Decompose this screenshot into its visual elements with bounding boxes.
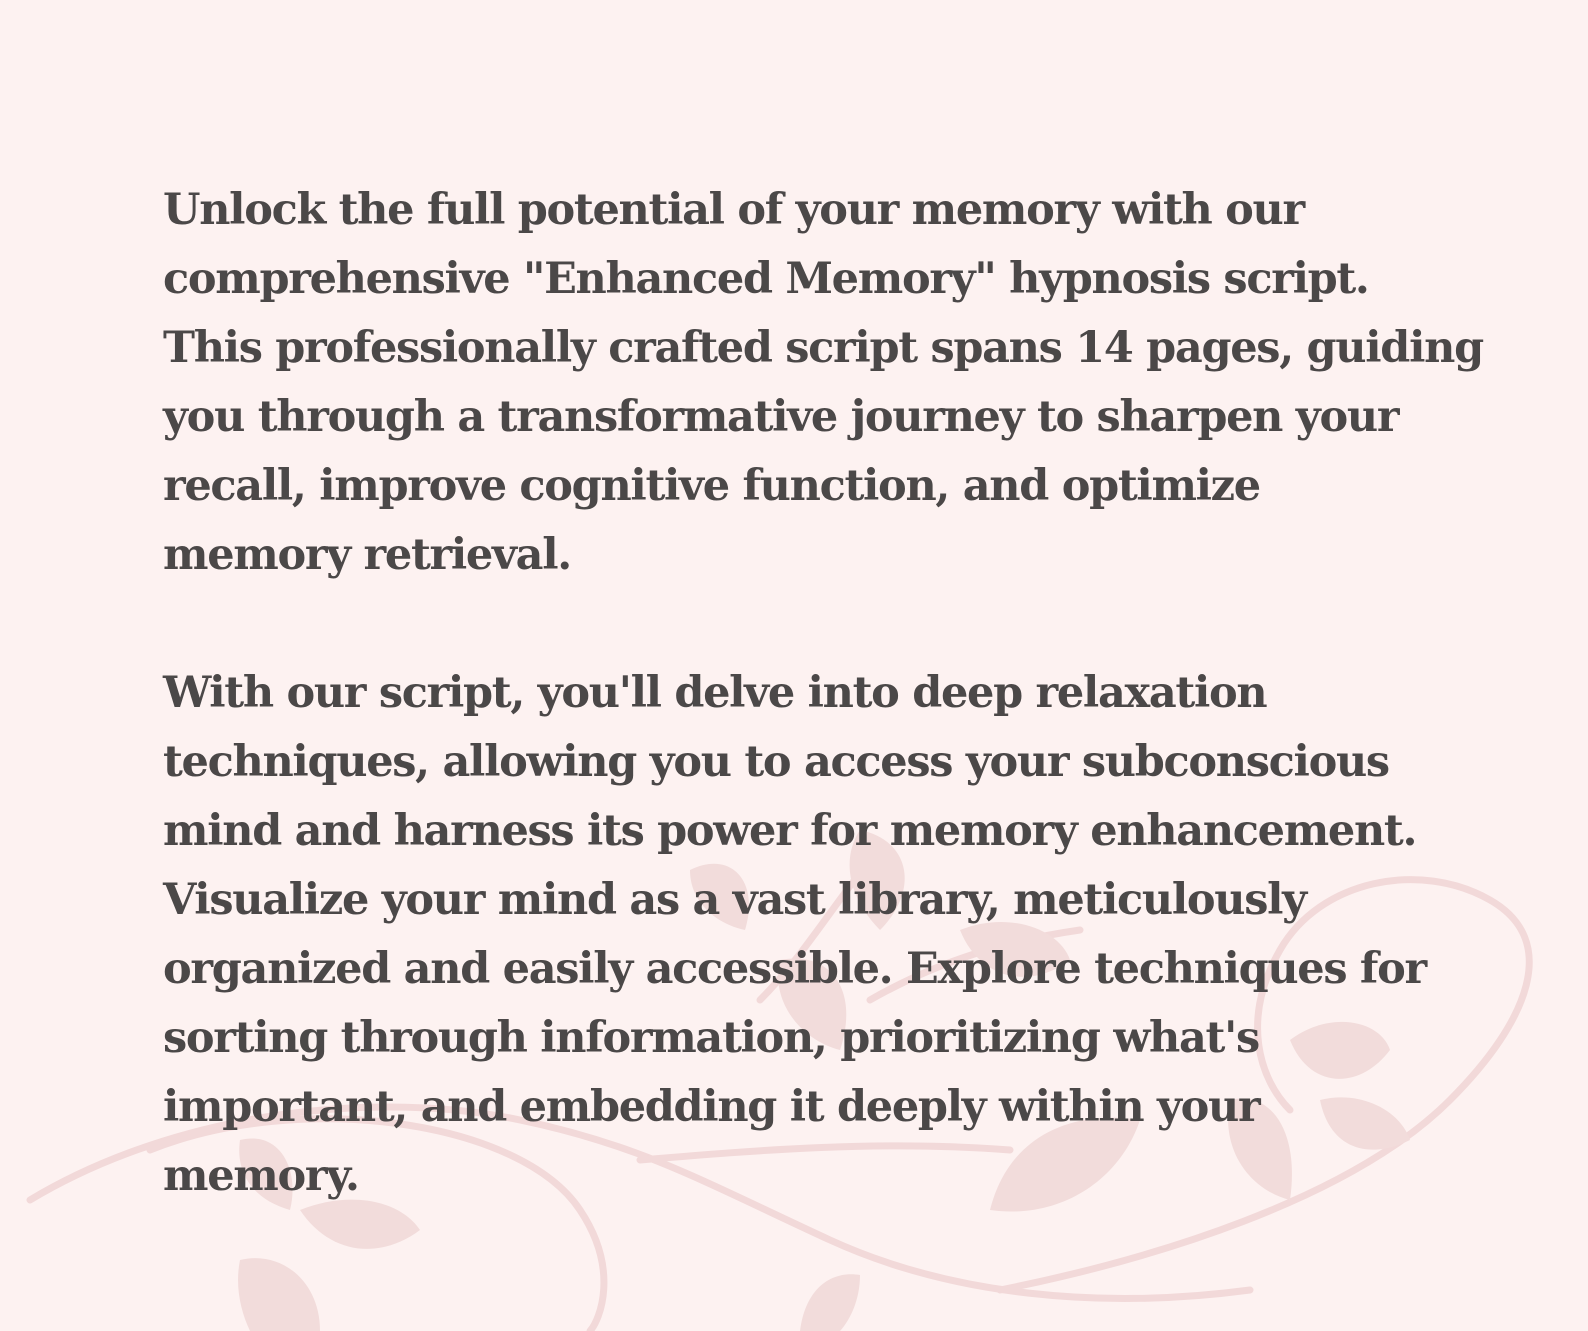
text-line: organized and easily accessible. Explore techniques for	[163, 944, 1426, 994]
text-line: recall, improve cognitive function, and optimize	[163, 461, 1260, 511]
intro-paragraph	[163, 176, 1493, 590]
description-text	[163, 176, 1493, 1211]
text-line: memory retrieval.	[163, 530, 571, 580]
text-line: memory.	[163, 1151, 359, 1201]
text-line: comprehensive "Enhanced Memory" hypnosis script.	[163, 254, 1369, 304]
text-line: techniques, allowing you to access your subconscious	[163, 737, 1389, 787]
text-line: you through a transformative journey to sharpen your	[163, 392, 1399, 442]
text-line: This professionally crafted script spans 14 pages, guiding	[163, 323, 1483, 373]
text-line: Unlock the full potential of your memory with our	[163, 185, 1304, 235]
text-line: mind and harness its power for memory enhancement.	[163, 806, 1417, 856]
text-line: important, and embedding it deeply within your	[163, 1082, 1260, 1132]
details-paragraph	[163, 659, 1493, 1211]
text-line: sorting through information, prioritizing what's	[163, 1013, 1259, 1063]
text-line: With our script, you'll delve into deep relaxation	[163, 668, 1267, 718]
text-line: Visualize your mind as a vast library, meticulously	[163, 875, 1306, 925]
